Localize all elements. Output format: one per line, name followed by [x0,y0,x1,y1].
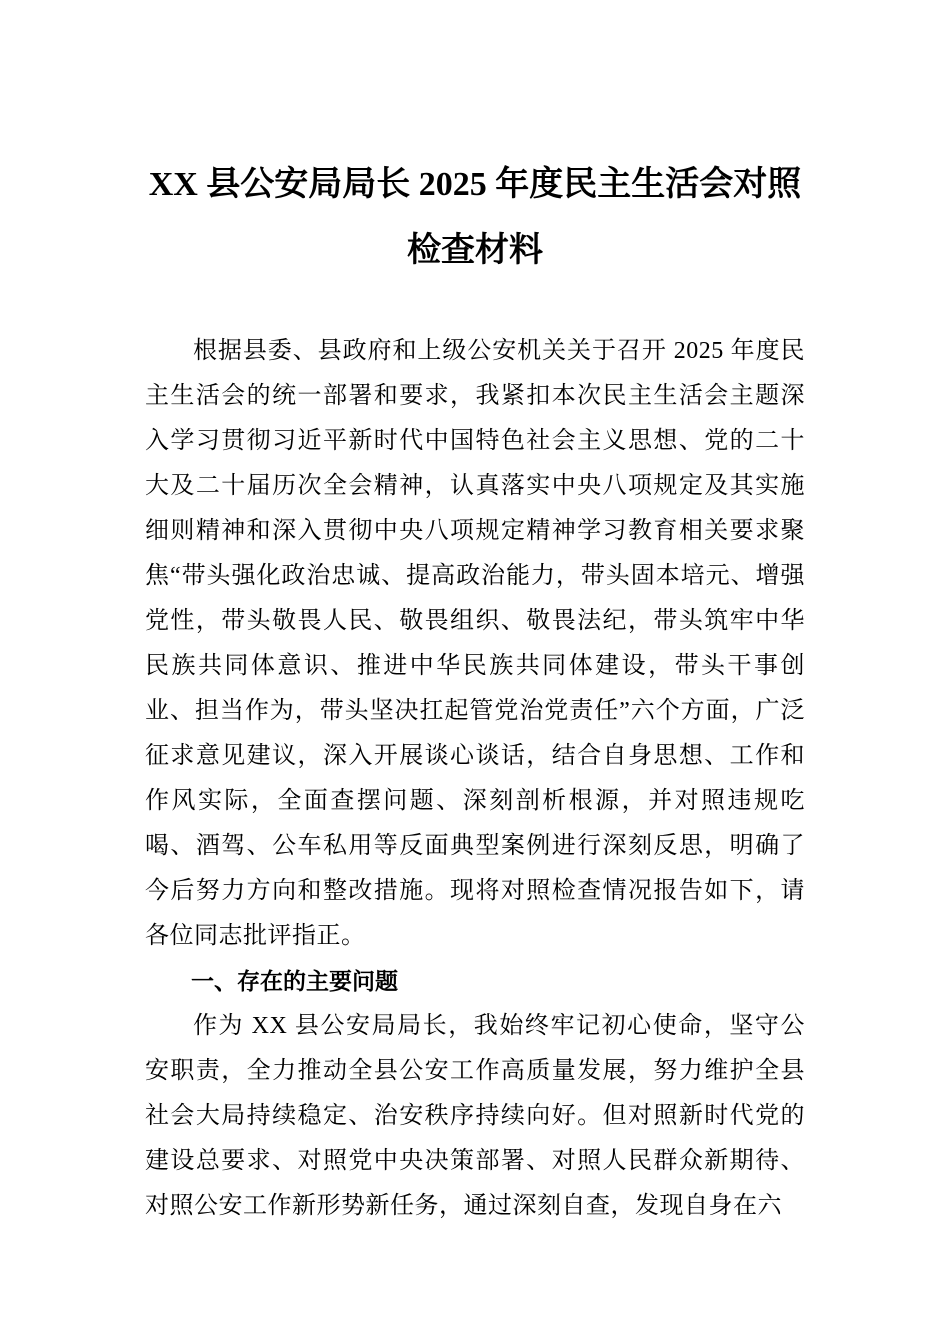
document-title: XX 县公安局局长 2025 年度民主生活会对照检查材料 [148,166,802,270]
section-heading-main-problems: 一、存在的主要问题 [191,967,398,994]
paragraph-intro: 根据县委、县政府和上级公安机关关于召开 2025 年度民主生活会的统一部署和要求，我紧扣本次民主生活会主题深入学习贯彻习近平新时代中国特色社会主义思想、党的二十大及二十届历次全会精神，认真落实中央八项规定及其实施细则精神和深入贯彻中央八项规定精神学习教育相关要求聚焦“带头强化政治忠诚、提高政治能力，带头固本培元、增强党性，带头敬畏人民、敬畏组织、敬畏法纪，带头筑牢中华民族共同体意识、推进中华民族共同体建设，带头干事创业、担当作为，带头坚决扛起管党治党责任”六个方面，广泛征求意见建议，深入开展谈心谈话，结合自身思想、工作和作风实际，全面查摆问题、深刻剖析根源，并对照违规吃喝、酒驾、公车私用等反面典型案例进行深刻反思，明确了今后努力方向和整改措施。现将对照检查情况报告如下，请各位同志批评指正。 [145,337,805,949]
paragraph-section-body: 作为 XX 县公安局局长，我始终牢记初心使命，坚守公安职责，全力推动全县公安工作高质量发展，努力维护全县社会大局持续稳定、治安秩序持续向好。但对照新时代党的建设总要求、对照党中央决策部署、对照人民群众新期待、对照公安工作新形势新任务，通过深刻自查，发现自身在六 [145,1012,805,1219]
